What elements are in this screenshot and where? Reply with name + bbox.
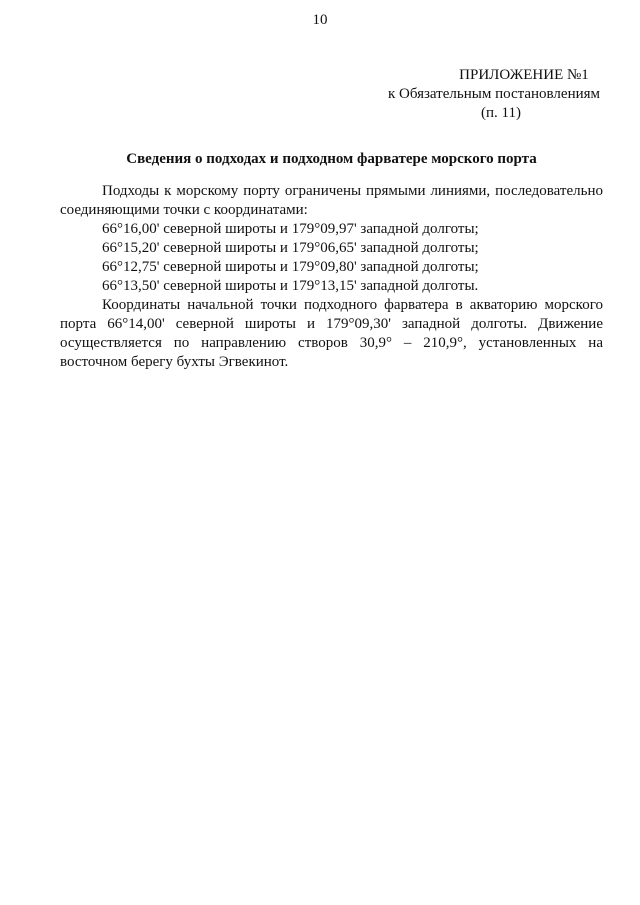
coordinate-item: 66°13,50' северной широты и 179°13,15' западной долготы. (102, 278, 479, 294)
intro-paragraph: Подходы к морскому порту ограничены прямыми линиями, последовательно соединяющими точки с координатами: (60, 183, 603, 218)
document-body (60, 182, 603, 372)
appendix-title: ПРИЛОЖЕНИЕ №1 (459, 67, 589, 83)
appendix-header (360, 66, 628, 123)
coordinate-item: 66°15,20' северной широты и 179°06,65' западной долготы; (102, 240, 479, 256)
document-title: Сведения о подходах и подходном фарватере морского порта (126, 151, 537, 167)
fairway-paragraph: Координаты начальной точки подходного фарватера в акваторию морского порта 66°14,00' северной широты и 179°09,30' западной долготы. Движение осуществляется по направлению створов 30,9° – 210,9°, установленных на восточном берегу бухты Эгвекинот. (60, 297, 603, 370)
coordinate-item: 66°16,00' северной широты и 179°09,97' западной долготы; (102, 221, 479, 237)
coordinate-item: 66°12,75' северной широты и 179°09,80' западной долготы; (102, 259, 479, 275)
appendix-clause: (п. 11) (481, 105, 521, 121)
coordinates-list (60, 220, 603, 296)
page-number: 10 (312, 12, 328, 28)
appendix-reference: к Обязательным постановлениям (387, 86, 601, 102)
